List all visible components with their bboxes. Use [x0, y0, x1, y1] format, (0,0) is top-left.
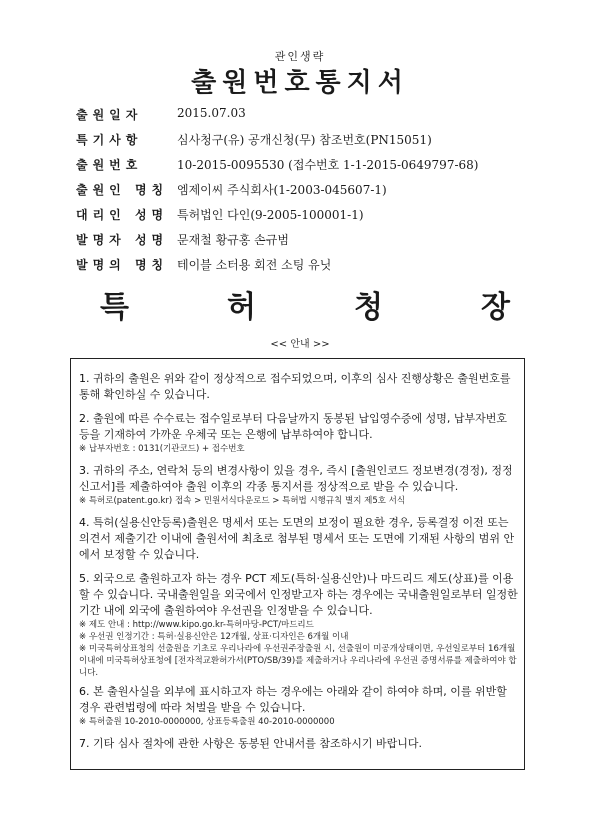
guide-note: ※ 미국특허상표청의 선출원을 기초로 우리나라에 우선권주장출원 시, 선출원이 미공개상태이면, 우선일로부터 16개월 이내에 미국특허상표청에 [전자적교환허가서(PTO/SB/39)를 제출하거나 우리나라에 우선권 증명서류를 제출하여야 합니다. [79, 644, 517, 678]
issuing-office-signature [100, 282, 510, 326]
field-value: 2015.07.03 [177, 106, 246, 120]
field-label: 특기사항 [76, 133, 143, 147]
field-value: 문재철 황규홍 손규범 [177, 233, 289, 247]
guide-item-2: 2. 출원에 따른 수수료는 접수일로부터 다음날까지 동봉된 납입영수증에 성명, 납부자번호 등을 기재하여 가까운 우체국 또는 은행에 납부하여야 합니다. [79, 412, 507, 441]
guide-item-7: 7. 기타 심사 절차에 관한 사항은 동봉된 안내서를 참조하시기 바랍니다. [79, 737, 422, 750]
field-label: 출원인 명칭 [76, 183, 169, 197]
guide-box [70, 358, 525, 770]
office-char: 장 [481, 290, 510, 325]
field-value: 엠제이씨 주식회사(1-2003-045607-1) [177, 183, 387, 197]
guide-item-1: 1. 귀하의 출원은 위와 같이 정상적으로 접수되었으며, 이후의 심사 진행상황은 출원번호를 통해 확인하실 수 있습니다. [79, 372, 511, 401]
field-label: 발명의 명칭 [76, 258, 169, 272]
document-title: 출원번호통지서 [191, 68, 409, 98]
guide-note: ※ 특허로(patent.go.kr) 접속 > 민원서식다운로드 > 특허법 시행규칙 별지 제5호 서식 [79, 496, 406, 506]
field-value: 테이블 소터용 회전 소팅 유닛 [177, 258, 332, 272]
field-label: 출원번호 [76, 158, 143, 172]
field-label: 발명자 성명 [76, 233, 169, 247]
guide-item-5: 5. 외국으로 출원하고자 하는 경우 PCT 제도(특허·실용신안)나 마드리드 제도(상표)를 이용할 수 있습니다. 국내출원일을 외국에서 인정받고자 하는 경우에는 국내출원일로부터 일정한 기간 내에 외국에 출원하여야 우선권을 인정받을 수 있습니다. [79, 572, 518, 617]
field-label: 대리인 성명 [76, 208, 169, 222]
stamp-omitted-label: 관인생략 [274, 50, 326, 63]
guide-note: ※ 납부자번호 : 0131(기관코드) + 접수번호 [79, 444, 245, 454]
guide-item-4: 4. 특허(실용신안등록)출원은 명세서 또는 도면의 보정이 필요한 경우, 등록결정 이전 또는 의견서 제출기간 이내에 출원서에 최초로 첨부된 명세서 또는 도면에 기재된 사항의 범위 안에서 보정할 수 있습니다. [79, 516, 515, 561]
office-char: 청 [354, 290, 383, 325]
guide-item-6: 6. 본 출원사실을 외부에 표시하고자 하는 경우에는 아래와 같이 하여야 하며, 이를 위반할 경우 관련법령에 따라 처벌을 받을 수 있습니다. [79, 685, 507, 714]
field-label: 출원일자 [76, 108, 143, 122]
guide-note: ※ 제도 안내 : http://www.kipo.go.kr-특허마당-PCT/마드리드 [79, 620, 314, 630]
field-value: 특허법인 다인(9-2005-100001-1) [177, 208, 364, 222]
field-value: 심사청구(유) 공개신청(무) 참조번호(PN15051) [177, 133, 432, 147]
guide-note: ※ 특허출원 10-2010-0000000, 상표등록출원 40-2010-0000000 [79, 717, 335, 727]
office-char: 특 [100, 290, 129, 325]
office-char: 허 [227, 290, 256, 325]
guide-note: ※ 우선권 인정기간 : 특허·실용신안은 12개월, 상표·디자인은 6개월 이내 [79, 632, 349, 642]
guide-heading: << 안내 >> [270, 339, 330, 350]
field-value: 10-2015-0095530 (접수번호 1-1-2015-0649797-68) [177, 158, 479, 172]
guide-item-3: 3. 귀하의 주소, 연락처 등의 변경사항이 있을 경우, 즉시 [출원인코드 정보변경(경정), 정정신고서]를 제출하여야 출원 이후의 각종 통지서를 정상적으로 받을 수 있습니다. [79, 464, 513, 493]
